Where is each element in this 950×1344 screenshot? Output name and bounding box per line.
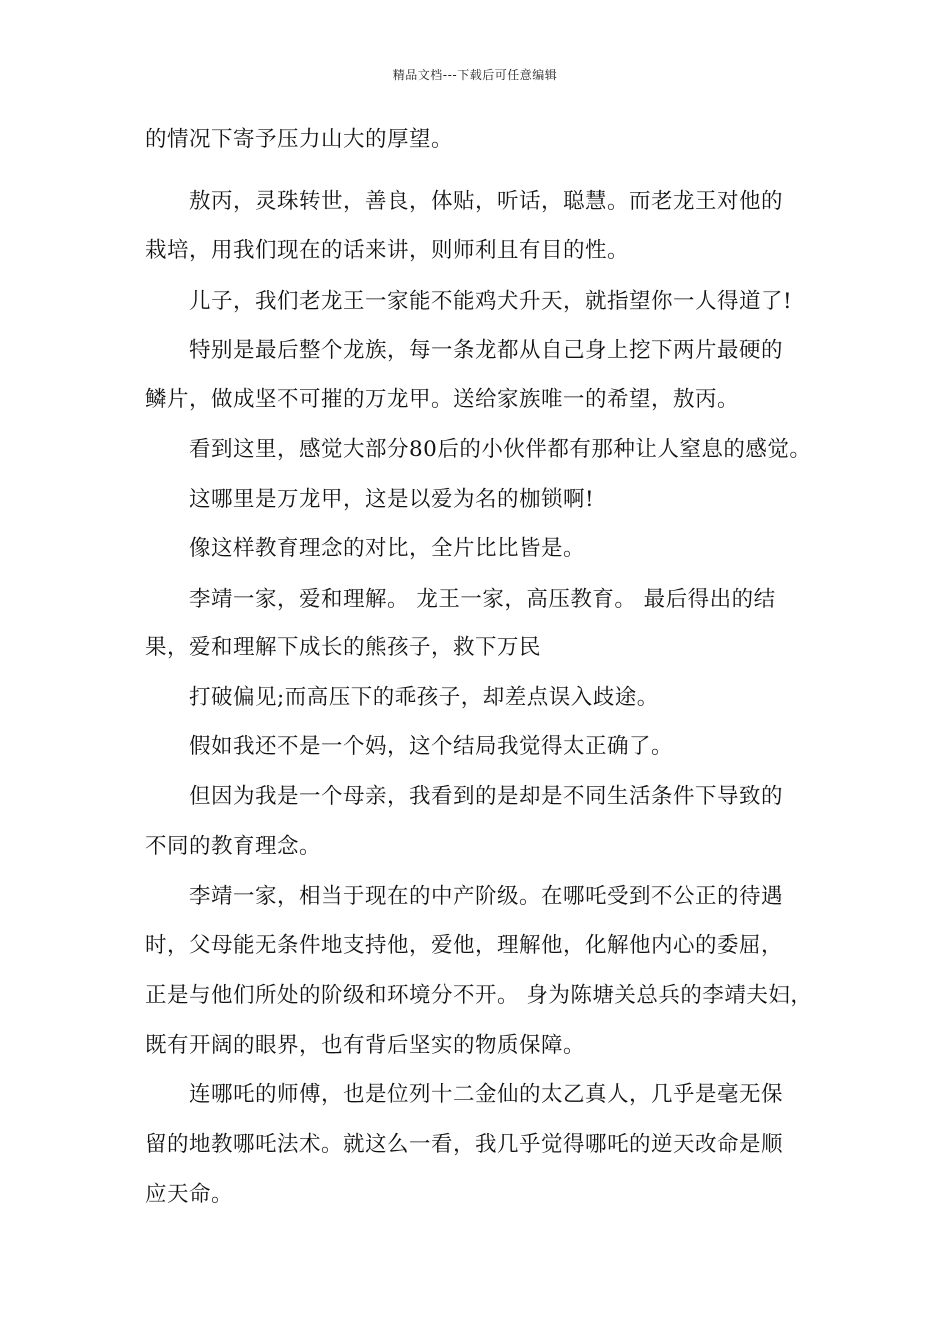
text-line: 连哪吒的师傅，也是位列十二金仙的太乙真人，几乎是毫无保 xyxy=(189,1082,784,1107)
text-line: 但因为我是一个母亲，我看到的是却是不同生活条件下导致的 xyxy=(189,784,784,809)
text-line: 看到这里，感觉大部分80后的小伙伴都有那种让人窒息的感觉。 xyxy=(189,437,812,462)
text-line: 打破偏见;而高压下的乖孩子，却差点误入歧途。 xyxy=(189,685,659,710)
text-line: 既有开阔的眼界，也有背后坚实的物质保障。 xyxy=(145,1033,586,1058)
text-line: 果，爱和理解下成长的熊孩子，救下万民 xyxy=(145,635,542,660)
text-line: 栽培，用我们现在的话来讲，则师利且有目的性。 xyxy=(145,238,630,263)
text-line: 李靖一家，相当于现在的中产阶级。在哪吒受到不公正的待遇 xyxy=(189,884,784,909)
text-line: 像这样教育理念的对比，全片比比皆是。 xyxy=(189,536,586,561)
text-line: 应天命。 xyxy=(145,1182,234,1207)
text-line: 李靖一家，爱和理解。 龙王一家，高压教育。 最后得出的结 xyxy=(189,587,776,612)
text-line: 正是与他们所处的阶级和环境分不开。 身为陈塘关总兵的李靖夫妇， xyxy=(145,983,813,1008)
text-line: 的情况下寄予压力山大的厚望。 xyxy=(145,127,454,152)
text-line: 不同的教育理念。 xyxy=(145,834,322,859)
text-line: 特别是最后整个龙族，每一条龙都从自己身上挖下两片最硬的 xyxy=(189,338,784,363)
text-line: 这哪里是万龙甲，这是以爱为名的枷锁啊! xyxy=(189,487,595,512)
page-header: 精品文档---下载后可任意编辑 xyxy=(392,68,558,82)
text-line: 留的地教哪吒法术。就这么一看，我几乎觉得哪吒的逆天改命是顺 xyxy=(145,1132,784,1157)
text-line: 儿子，我们老龙王一家能不能鸡犬升天，就指望你一人得道了! xyxy=(189,289,793,314)
text-line: 假如我还不是一个妈，这个结局我觉得太正确了。 xyxy=(189,734,674,759)
text-line: 时，父母能无条件地支持他，爱他，理解他，化解他内心的委屈， xyxy=(145,933,784,958)
text-line: 鳞片，做成坚不可摧的万龙甲。送给家族唯一的希望，敖丙。 xyxy=(145,387,740,412)
text-line: 敖丙，灵珠转世，善良，体贴，听话，聪慧。而老龙王对他的 xyxy=(189,189,784,214)
